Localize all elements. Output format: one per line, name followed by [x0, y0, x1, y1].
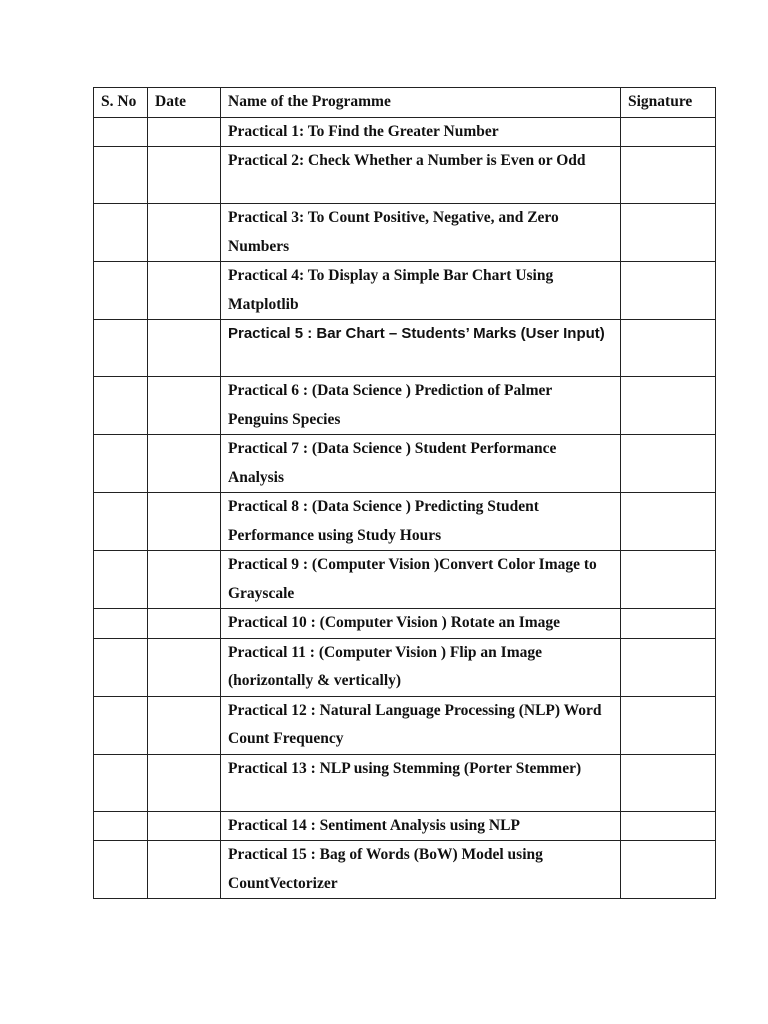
header-date: Date [148, 88, 221, 118]
cell-signature [621, 262, 716, 320]
cell-signature [621, 435, 716, 493]
cell-sno [94, 117, 148, 147]
cell-programme-name: Practical 5 : Bar Chart – Students’ Marks (User Input) [221, 320, 621, 377]
table-row [94, 638, 716, 696]
cell-programme-name: Practical 3: To Count Positive, Negative, and Zero Numbers [221, 204, 621, 262]
table-header-row [94, 88, 716, 118]
cell-programme-name: Practical 9 : (Computer Vision )Convert Color Image to Grayscale [221, 551, 621, 609]
cell-signature [621, 117, 716, 147]
table-row [94, 754, 716, 811]
table-row [94, 117, 716, 147]
cell-sno [94, 147, 148, 204]
cell-date [148, 551, 221, 609]
practical-index-table [93, 87, 716, 899]
cell-programme-name: Practical 10 : (Computer Vision ) Rotate an Image [221, 609, 621, 639]
cell-sno [94, 551, 148, 609]
cell-date [148, 435, 221, 493]
cell-sno [94, 754, 148, 811]
cell-programme-name: Practical 13 : NLP using Stemming (Porter Stemmer) [221, 754, 621, 811]
header-name: Name of the Programme [221, 88, 621, 118]
cell-sno [94, 320, 148, 377]
cell-signature [621, 696, 716, 754]
cell-programme-name: Practical 7 : (Data Science ) Student Performance Analysis [221, 435, 621, 493]
table-row [94, 493, 716, 551]
cell-signature [621, 754, 716, 811]
cell-sno [94, 493, 148, 551]
cell-sno [94, 262, 148, 320]
cell-signature [621, 493, 716, 551]
header-signature: Signature [621, 88, 716, 118]
cell-signature [621, 609, 716, 639]
cell-programme-name: Practical 12 : Natural Language Processing (NLP) Word Count Frequency [221, 696, 621, 754]
cell-programme-name: Practical 6 : (Data Science ) Prediction of Palmer Penguins Species [221, 377, 621, 435]
cell-signature [621, 377, 716, 435]
cell-programme-name: Practical 4: To Display a Simple Bar Chart Using Matplotlib [221, 262, 621, 320]
cell-date [148, 147, 221, 204]
cell-signature [621, 551, 716, 609]
cell-signature [621, 147, 716, 204]
table-row [94, 811, 716, 841]
table-row [94, 147, 716, 204]
cell-sno [94, 638, 148, 696]
table-row [94, 377, 716, 435]
cell-date [148, 811, 221, 841]
cell-sno [94, 435, 148, 493]
cell-signature [621, 841, 716, 899]
cell-programme-name: Practical 11 : (Computer Vision ) Flip an Image (horizontally & vertically) [221, 638, 621, 696]
cell-date [148, 320, 221, 377]
cell-date [148, 493, 221, 551]
cell-programme-name: Practical 15 : Bag of Words (BoW) Model using CountVectorizer [221, 841, 621, 899]
cell-date [148, 754, 221, 811]
cell-sno [94, 204, 148, 262]
cell-programme-name: Practical 8 : (Data Science ) Predicting Student Performance using Study Hours [221, 493, 621, 551]
cell-signature [621, 811, 716, 841]
table-row [94, 262, 716, 320]
cell-sno [94, 609, 148, 639]
table-row [94, 320, 716, 377]
cell-date [148, 377, 221, 435]
table-row [94, 551, 716, 609]
cell-programme-name: Practical 14 : Sentiment Analysis using NLP [221, 811, 621, 841]
header-sno: S. No [94, 88, 148, 118]
table-row [94, 696, 716, 754]
cell-sno [94, 696, 148, 754]
cell-date [148, 696, 221, 754]
cell-sno [94, 377, 148, 435]
table-row [94, 609, 716, 639]
table-row [94, 204, 716, 262]
cell-sno [94, 811, 148, 841]
cell-sno [94, 841, 148, 899]
cell-programme-name: Practical 1: To Find the Greater Number [221, 117, 621, 147]
cell-programme-name: Practical 2: Check Whether a Number is Even or Odd [221, 147, 621, 204]
cell-date [148, 609, 221, 639]
cell-signature [621, 638, 716, 696]
table-row [94, 841, 716, 899]
cell-signature [621, 204, 716, 262]
table-row [94, 435, 716, 493]
cell-signature [621, 320, 716, 377]
cell-date [148, 262, 221, 320]
cell-date [148, 204, 221, 262]
cell-date [148, 117, 221, 147]
cell-date [148, 841, 221, 899]
cell-date [148, 638, 221, 696]
